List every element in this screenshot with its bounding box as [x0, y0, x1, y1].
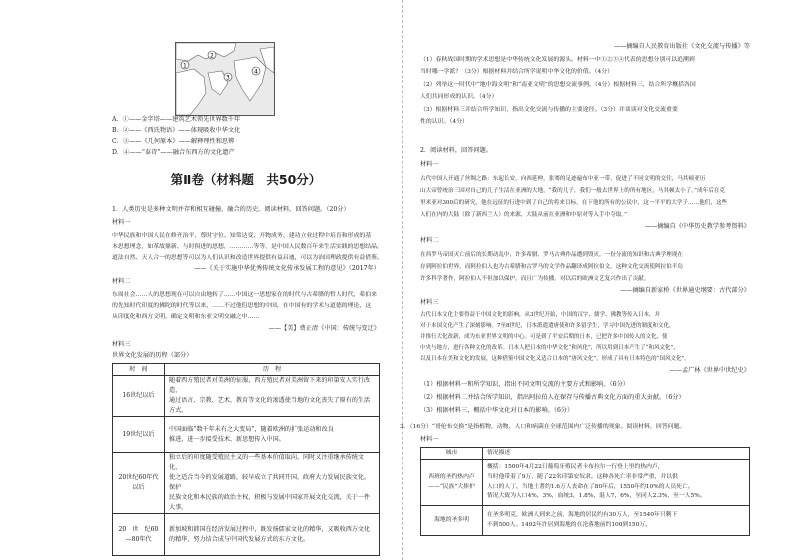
sub-question-line: （2）列举这一时代中“地中海文明”和“南亚文明”的思想交流事例。（4分）根据材料三，结合所学概括各国: [420, 82, 696, 88]
table-text-cell: [165, 453, 380, 514]
table-text-line: 推进，进一步接受技术、新思想传入中国。: [169, 435, 285, 443]
q2-material-3-source: ——孟广林《世界中世纪史》: [669, 367, 750, 374]
section-title: 第Ⅱ卷（材料题 共50分）: [170, 172, 322, 187]
question-1-intro: 1．人类历史是多种文明并存和相互碰撞、融合的历史。阅读材料，回答问题。（20分）: [112, 206, 350, 213]
q2-material-1-line: 里米亚对300后的研究，他在远征的行进中到了自己的将来目标，在下他的所有的公民中，这一平平的大学子……他们，这些: [420, 200, 728, 206]
table-text-line: 中国面临“数千年未有之大变局”，随着欧洲的扩张运动和改良: [169, 425, 334, 433]
table-text-line: 当时他带着了9万，随了22名印第安奴隶。这种各死亡率非常严重，并以供: [487, 473, 678, 480]
table-text-line: 随着西方殖民者对美洲的征服，西方殖民者对美洲留下来的印第安人实行改造，: [169, 377, 371, 394]
q2-sub-question: （3）根据材料三，概括中华文化对日本的影响。（6分）: [420, 407, 574, 414]
table-header-cell: 历 程: [165, 364, 380, 376]
table-text-cell: [483, 506, 750, 536]
table-text-line: 民族文化和本民族的政治主权，积极与发展中国家开展文化交流，关于一件大事。: [169, 494, 371, 511]
table-header-cell: 时 间: [113, 364, 165, 376]
option-d[interactable]: D．④——“泰诗”——融合东西方的文化遗产: [112, 149, 235, 156]
table-time-cell: 20 世 纪60—80年代: [113, 514, 165, 556]
sub-question-line: （1）春秋战国时期的学术思想是中华传统文化发展的源头。材料一中①②③④代表的思想分别可以追溯到: [420, 57, 695, 63]
material-1-line: 本思想理念，如革故鼎新、与时俱进的思想，…………等等，是中国人民数百年来生活实践的思想结晶，: [112, 244, 383, 250]
sub-question-line: 性的认识。（4分）: [420, 119, 468, 125]
q2-material-1-line: 山大帝曾统治三国对自己的儿子生活在亚洲的大地，“我的儿子，我们一般去世界上的所有地区，马其顿太小了。”成年后在克: [420, 188, 725, 194]
svg-text:1: 1: [183, 62, 187, 70]
table-row: [113, 453, 380, 514]
sub-question-line: 人们共同形成的认识。（4分）: [420, 94, 498, 100]
table-row: [421, 460, 750, 506]
table-text-line: 在圣多明克，欧洲人到来之前，海地的居民约有30万人，至1540年只剩下: [487, 511, 678, 518]
table-city-cell: 西班的圣约热内卢——“民族”大摔护: [421, 460, 483, 506]
colonial-city-table: [420, 447, 750, 536]
question-2-intro: 2．阅读材料，回答问题。: [420, 147, 492, 154]
q2-material-2-line: 存到阿拉伯世界，而阿拉伯人也为古希腊和古罗马的文学作品翻译成阿拉伯文。这种文化交流使阿拉伯半岛: [420, 264, 683, 270]
sub-question-line: 当时哪一学派？（3分）根据材料并结合所学说明中华文化的价值。（4分）: [420, 69, 614, 75]
q2-material-1-label: 材料一: [420, 161, 439, 168]
q2-material-3-line: 并推行大化改新，成为东亚世界文明的中心。可是到了平安后期的日本，已把许多中国传入的文化，使: [420, 334, 668, 340]
material-2-line: 从印度化和西方文明，确定文明和东亚文明交融之中……: [112, 314, 260, 320]
material-3-label: 材料三: [112, 341, 131, 348]
option-c[interactable]: C．③——《几何原本》——解释理性和思辨: [112, 138, 235, 145]
material-1-source: ——《关于实施中华优秀传统文化传承发展工程的意见》（2017年）: [194, 265, 380, 272]
svg-text:3: 3: [226, 74, 230, 82]
culture-history-table: [112, 363, 380, 556]
q3-material-1-label: 材料一: [420, 436, 439, 443]
table-header-cell: 城市: [421, 448, 483, 460]
table-text-line: 新加坡和韩国在经济发展过程中，既发扬儒家文化的精华，又吸收西方文化: [169, 525, 371, 533]
material-2-line: 东周社会……人的思想现在可以自由地转了……中国这一思想家在的时代与古希腊的哲人时代，希伯来: [112, 292, 378, 298]
q2-material-2-line: 在西罗马帝国灭亡前后的长期动乱中，许多希腊、罗马古典作品遭到毁灭。一份分流的知识和古典学理现在: [420, 252, 683, 258]
historical-map: [175, 42, 275, 116]
q2-material-3-line: 古代日本文化主要得益于中国文化的影响，从3世纪开始，中国的汉字、儒学、佛教等传入日本，并: [420, 312, 661, 318]
material-1-line: 道法自然、天人合一的思想等可以为人们认识和改造世界提供有益启迪，可以为治国理政提供有益借鉴。: [112, 255, 383, 261]
table-text-cell: [165, 376, 380, 417]
table-text-line: 不到500人。1492年许居到海地的在沦落地前约100到150万。: [487, 521, 651, 528]
material-2-label: 材料二: [112, 278, 131, 285]
table-time-cell: 16世纪以后: [113, 376, 165, 417]
table-city-cell: 海地的圣多明: [421, 506, 483, 536]
q2-material-1-source: ——摘编自《中华历史教学参考资料》: [644, 223, 750, 230]
table-text-line: 情况大致为人口4%，3%，血统3，1.8%，混人7，6%，至同人2.3%，至一人5%。: [487, 493, 706, 500]
table-text-line: 使之适合当今的发展道路，较早成立了共同开国，政府大力发展民族文化，保护: [169, 474, 371, 491]
table-text-line: 的精华，努力结合成与中国代发展方式的东方文化。: [169, 535, 310, 543]
column-divider: [402, 0, 404, 560]
material-1-label: 材料一: [112, 219, 131, 226]
q2-sub-question: （2）根据材料二并结合所学知识，指出阿拉伯人在保存与传播古典文化方面的重大贡献。（6分）: [420, 394, 685, 401]
svg-text:2: 2: [210, 52, 214, 60]
q2-material-2-source: ——摘编自新家桥《世界通史纲要：古代部分》: [620, 287, 750, 294]
q2-material-3-label: 材料三: [420, 299, 439, 306]
source-note: ——摘编自人民教育出版社《文化交流与传播》等: [613, 43, 750, 50]
question-3-intro: 3．（16分）“哥伦布交换”是指植物、动物、人口和病菌在全球范围内广泛传播的现象。阅读材料，回答问题。: [400, 424, 686, 430]
table-text-cell: [165, 417, 380, 453]
option-b[interactable]: B．②——《西氏物语》——体现吸收中华文化: [112, 127, 241, 134]
q2-material-1-line: 古代中国人开通了丝绸之路：东起长安，向西延伸，张骞的足迹遍布中亚一带，促进了不同文明的交往，马其顿亚历: [420, 176, 706, 182]
table-text-line: 独立后的印度随受殖民主义的一些基本价值取向，同时又注重继承传统文化，: [169, 454, 364, 471]
material-2-source: ——【美】费正清《中国：传统与变迁》: [268, 325, 380, 332]
table-header-cell: 情况描述: [483, 448, 750, 460]
material-1-line: 中华民族和中国人民在修齐治平、尊时守位、知常达变、开物成务、建功立业过程中培育和形成的基: [112, 233, 372, 239]
table-text-line: 概括：1500年4月22日葡萄牙殖民者卡布拉尔一行登上里约热内卢，: [487, 464, 664, 471]
table-title: 世界文化发展的历程（部分）: [112, 352, 193, 359]
table-text-cell: [483, 460, 750, 506]
sub-question-line: （3）根据材料三并结合所学知识，指出文化交流与传播的主要途径。（3分）并谈谈对文化交流重要: [420, 107, 678, 113]
material-2-line: 的先知时代印度的佛陀的时代等以来，……不过他们思想的中国，在中国有的学术与道德的理论，这: [112, 303, 372, 309]
table-time-cell: 19世纪以后: [113, 417, 165, 453]
q2-material-1-line: 人们在内的大陆（除了新西兰人）的来源，大陆从前在亚洲和中原对等入手中夺取。”: [420, 212, 628, 218]
q2-material-3-line: 对于本国文化产生了深刻影响。7至8世纪，日本派遣遣唐使和许多留学生，学习中国先进的制度和文化，: [420, 323, 675, 329]
svg-text:4: 4: [254, 68, 258, 76]
q2-material-3-line: 中央与地方，进行各种文化的改革。日本人把日本的中华文化“和风化”，所以用到日本产生了“和风文化”，: [420, 345, 679, 351]
table-row: [421, 506, 750, 536]
map-image: [176, 43, 274, 115]
q2-material-2-label: 材料二: [420, 237, 439, 244]
table-row: [113, 417, 380, 453]
q2-material-2-line: 许多科学著作，阿拉伯人不但加以保护，而且广为传播，对以后的欧洲文艺复兴作出了贡献。: [420, 276, 650, 282]
table-text-line: 通过语言、宗教、艺术、教育等文化的渗透使当地的文化丧失了原有的生活方式。: [169, 397, 371, 414]
table-text-line: 人口的人丁，当地土著约1.6万人丧命在了80年后，1550年约10%的人员死亡。: [487, 483, 694, 490]
q2-sub-question: （1）根据材料一和所学知识，指出不同文明交流的主要方式和影响。（6分）: [420, 381, 629, 388]
table-time-cell: 20世纪60年代以后: [113, 453, 165, 514]
table-row: [113, 376, 380, 417]
option-a[interactable]: A．①——金字塔——建筑艺术领先世界数千年: [112, 116, 241, 123]
q2-material-3-line: 以及日本在美和文化的发展，这种借鉴中国文化又适合日本的“唐风文化”，形成了具有日本特色的“国风文化”。: [420, 356, 690, 362]
table-text-cell: [165, 514, 380, 556]
table-row: [113, 514, 380, 556]
